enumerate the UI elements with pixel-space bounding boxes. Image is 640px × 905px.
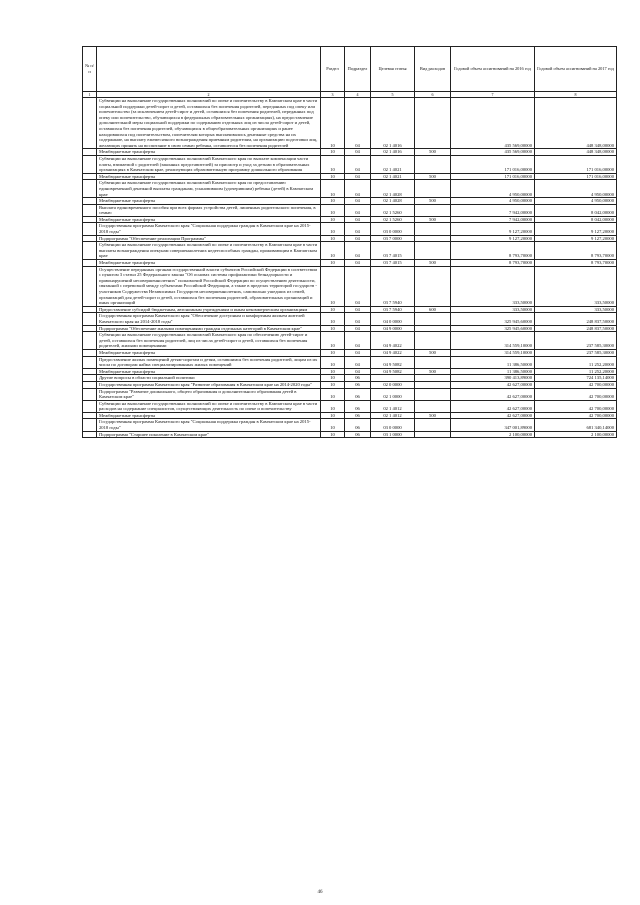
cell-razdel: 10	[321, 216, 345, 223]
cell-num	[83, 242, 97, 260]
cell-target: 02 1 4016	[371, 98, 415, 149]
cell-num	[83, 266, 97, 306]
cell-name: Предоставление жилых помещений детям-сиротам и детям, оставшимся без попечения родителей, лицам из их числа по договорам найма специализированных жилых помещений	[97, 356, 321, 368]
cell-podrazdel: 06	[345, 412, 371, 419]
cell-target: 03 7 4015	[371, 260, 415, 267]
cell-razdel: 10	[321, 412, 345, 419]
header-name	[97, 47, 321, 92]
cell-target: 02 1 5260	[371, 204, 415, 216]
header-podrazdel: Подраздел	[345, 47, 371, 92]
cell-expense-type	[415, 223, 451, 235]
cell-2017: 448 348,00000	[535, 98, 617, 149]
cell-2017: 333,50000	[535, 306, 617, 313]
table-body	[83, 98, 617, 438]
cell-2016: 7 942,00000	[451, 216, 535, 223]
cell-podrazdel: 04	[345, 242, 371, 260]
cell-2016: 347 001,89000	[451, 419, 535, 431]
cell-num	[83, 260, 97, 267]
header-razdel: Раздел	[321, 47, 345, 92]
cell-expense-type	[415, 180, 451, 198]
cell-num	[83, 173, 97, 180]
cell-name: Субвенции на выполнение государственных полномочий по опеке и попечительству в Камчатском крае в части расходов на содержание специалистов, осуществляющих деятельность по опеке и попечительству	[97, 400, 321, 412]
table-row	[83, 155, 617, 173]
column-number: 1	[83, 92, 97, 98]
cell-podrazdel: 06	[345, 388, 371, 400]
cell-podrazdel: 04	[345, 313, 371, 325]
cell-razdel: 10	[321, 381, 345, 388]
cell-2016: 4 950,00000	[451, 180, 535, 198]
cell-target: 04 9 5082	[371, 368, 415, 375]
cell-target: 03 0 0000	[371, 223, 415, 235]
cell-name: Подпрограмма "Развитие дошкольного, общего образования и дополнительного образования детей в Камчатском крае"	[97, 388, 321, 400]
cell-expense-type	[415, 332, 451, 350]
table-row	[83, 431, 617, 438]
budget-page	[82, 46, 616, 438]
cell-name: Подпрограмма "Старшее поколение в Камчатском крае"	[97, 431, 321, 438]
table-row	[83, 368, 617, 375]
cell-target: 04 9 0000	[371, 325, 415, 332]
table-row	[83, 216, 617, 223]
cell-podrazdel: 04	[345, 173, 371, 180]
cell-2017: 4 950,00000	[535, 180, 617, 198]
cell-razdel: 10	[321, 242, 345, 260]
cell-name: Субвенции на выполнение государственных полномочий Камчатского края по предоставлению единовременной денежной выплаты гражданам, усыновившим (удочерившим) ребенка (детей) в Камчатском крае	[97, 180, 321, 198]
cell-target: 04 0 0000	[371, 313, 415, 325]
table-row	[83, 381, 617, 388]
cell-2016: 325 945,60000	[451, 325, 535, 332]
cell-2016: 333,50000	[451, 266, 535, 306]
cell-2017: 9 127,20000	[535, 235, 617, 242]
cell-razdel: 10	[321, 155, 345, 173]
cell-target: 02 1 4012	[371, 412, 415, 419]
cell-expense-type: 500	[415, 216, 451, 223]
cell-target: 03 7 0000	[371, 235, 415, 242]
cell-expense-type	[415, 388, 451, 400]
cell-name: Подпрограмма "Обеспечение жилыми помещениями граждан отдельных категорий в Камчатском крае"	[97, 325, 321, 332]
cell-name: Государственная программа Камчатского края "Развитие образования в Камчатском крае на 2014-2020 годы"	[97, 381, 321, 388]
cell-2016: 314 559,10000	[451, 332, 535, 350]
cell-target: 02 1 4012	[371, 400, 415, 412]
cell-podrazdel: 04	[345, 325, 371, 332]
cell-num	[83, 98, 97, 149]
header-target: Целевая статья	[371, 47, 415, 92]
cell-name: Подпрограмма "Обеспечение реализации Программы"	[97, 235, 321, 242]
cell-expense-type: 500	[415, 368, 451, 375]
cell-expense-type	[415, 431, 451, 438]
cell-2016: 11 386,50000	[451, 356, 535, 368]
cell-num	[83, 419, 97, 431]
cell-name: Государственная программа Камчатского края "Социальная поддержка граждан в Камчатском крае на 2015-2018 годы"	[97, 223, 321, 235]
cell-num	[83, 198, 97, 205]
cell-podrazdel: 04	[345, 266, 371, 306]
cell-razdel: 10	[321, 368, 345, 375]
cell-name: Межбюджетные трансферты	[97, 412, 321, 419]
cell-expense-type	[415, 325, 451, 332]
cell-podrazdel: 04	[345, 180, 371, 198]
cell-podrazdel: 04	[345, 356, 371, 368]
cell-target: 03 7 5940	[371, 266, 415, 306]
cell-razdel: 10	[321, 419, 345, 431]
table-row	[83, 313, 617, 325]
cell-2016: 7 942,00000	[451, 204, 535, 216]
cell-2016: 8 793,70000	[451, 260, 535, 267]
cell-expense-type	[415, 204, 451, 216]
cell-2016: 9 127,20000	[451, 223, 535, 235]
table-row	[83, 235, 617, 242]
cell-num	[83, 155, 97, 173]
cell-podrazdel: 04	[345, 198, 371, 205]
cell-2017: 448 348,00000	[535, 149, 617, 156]
cell-expense-type	[415, 242, 451, 260]
cell-razdel: 10	[321, 198, 345, 205]
cell-num	[83, 332, 97, 350]
cell-target: 02 1 4021	[371, 173, 415, 180]
cell-expense-type	[415, 313, 451, 325]
table-row	[83, 400, 617, 412]
cell-target: 02 1 4028	[371, 180, 415, 198]
cell-2017: 8 042,00000	[535, 204, 617, 216]
cell-2017: 11 252,20000	[535, 368, 617, 375]
cell-expense-type	[415, 375, 451, 382]
header-num: № п/п	[83, 47, 97, 92]
cell-name: Межбюджетные трансферты	[97, 198, 321, 205]
cell-name: Межбюджетные трансферты	[97, 349, 321, 356]
cell-razdel: 10	[321, 356, 345, 368]
cell-target: 04 9 4022	[371, 349, 415, 356]
cell-num	[83, 313, 97, 325]
cell-razdel: 10	[321, 375, 345, 382]
cell-num	[83, 216, 97, 223]
cell-expense-type	[415, 381, 451, 388]
cell-2017: 42 700,00000	[535, 400, 617, 412]
cell-name: Субвенции на выполнение государственных полномочий по опеке и попечительству в Камчатском крае в части социальной поддержки детей-сирот и детей, оставшихся без попечения родителей, переданных под опеку или попечительство (за исключением детей-сирот и детей, оставшихся без попечения родителей, переданных под опеку или попечительство, обучающихся в федеральных образовательных организациях), на предоставление дополнительной меры социальной поддержки по содержанию отдельных лиц из числа детей-сирот и детей, оставшихся без попечения родителей, обучающихся в общеобразовательных организациях и ранее находившихся под попечительством, попечителям которых выплачивались денежные средства на их содержание, на выплату ежемесячного вознаграждения приемным родителям, на организацию подготовки лиц, желающих принять на воспитание в свою семью ребенка, оставшегося без попечения родителей	[97, 98, 321, 149]
column-number: 8	[535, 92, 617, 98]
cell-target: 02 1 4028	[371, 198, 415, 205]
cell-expense-type: 500	[415, 349, 451, 356]
table-row	[83, 260, 617, 267]
header-2016: Годовой объем ассигнований на 2016 год	[451, 47, 535, 92]
cell-2017: 42 700,00000	[535, 381, 617, 388]
cell-razdel: 10	[321, 431, 345, 438]
cell-target: 03 7 5940	[371, 306, 415, 313]
table-row	[83, 325, 617, 332]
cell-num	[83, 349, 97, 356]
budget-table	[82, 46, 617, 438]
cell-razdel: 10	[321, 260, 345, 267]
cell-2016: 325 945,60000	[451, 313, 535, 325]
page-number: 46	[317, 890, 323, 895]
table-row	[83, 375, 617, 382]
cell-target: 02 1 0000	[371, 388, 415, 400]
cell-target: 02 1 5260	[371, 216, 415, 223]
cell-razdel: 10	[321, 266, 345, 306]
cell-expense-type	[415, 356, 451, 368]
column-number: 3	[321, 92, 345, 98]
cell-num	[83, 375, 97, 382]
table-header-row	[83, 47, 617, 92]
cell-podrazdel: 04	[345, 98, 371, 149]
cell-razdel: 10	[321, 325, 345, 332]
cell-2017: 681 340,14000	[535, 419, 617, 431]
cell-expense-type: 500	[415, 198, 451, 205]
cell-2016: 9 127,20000	[451, 235, 535, 242]
cell-podrazdel: 04	[345, 349, 371, 356]
table-row	[83, 266, 617, 306]
cell-num	[83, 400, 97, 412]
cell-2017: 248 837,50000	[535, 313, 617, 325]
cell-2016: 435 569,00000	[451, 98, 535, 149]
cell-2016: 11 386,50000	[451, 368, 535, 375]
cell-2017: 248 837,50000	[535, 325, 617, 332]
cell-expense-type	[415, 155, 451, 173]
cell-2017: 8 793,70000	[535, 260, 617, 267]
table-row	[83, 223, 617, 235]
cell-name: Предоставление субсидий бюджетным, автономным учреждениям и иным некоммерческим организациям	[97, 306, 321, 313]
cell-expense-type: 500	[415, 260, 451, 267]
cell-2017: 8 042,00000	[535, 216, 617, 223]
cell-expense-type	[415, 235, 451, 242]
column-number: 2	[97, 92, 321, 98]
cell-2017: 8 793,70000	[535, 242, 617, 260]
cell-razdel: 10	[321, 98, 345, 149]
cell-podrazdel: 04	[345, 235, 371, 242]
header-expense-type: Вид расходов	[415, 47, 451, 92]
cell-razdel: 10	[321, 313, 345, 325]
table-row	[83, 242, 617, 260]
cell-podrazdel: 06	[345, 400, 371, 412]
cell-name: Межбюджетные трансферты	[97, 173, 321, 180]
cell-expense-type: 500	[415, 412, 451, 419]
cell-podrazdel: 04	[345, 332, 371, 350]
cell-razdel: 10	[321, 235, 345, 242]
cell-podrazdel: 06	[345, 381, 371, 388]
cell-2017: 42 700,00000	[535, 412, 617, 419]
table-row	[83, 173, 617, 180]
table-row	[83, 412, 617, 419]
cell-podrazdel: 04	[345, 216, 371, 223]
table-row	[83, 332, 617, 350]
table-row	[83, 306, 617, 313]
cell-target: 03 1 0000	[371, 431, 415, 438]
cell-2016: 333,50000	[451, 306, 535, 313]
cell-razdel: 10	[321, 388, 345, 400]
cell-razdel: 10	[321, 306, 345, 313]
cell-2016: 435 569,00000	[451, 149, 535, 156]
cell-expense-type	[415, 98, 451, 149]
cell-2016: 42 627,00000	[451, 400, 535, 412]
cell-num	[83, 180, 97, 198]
cell-name: Межбюджетные трансферты	[97, 216, 321, 223]
table-row	[83, 198, 617, 205]
cell-razdel: 10	[321, 400, 345, 412]
cell-name: Другие вопросы в области социальной политики	[97, 375, 321, 382]
cell-2017: 171 016,00000	[535, 155, 617, 173]
cell-num	[83, 235, 97, 242]
cell-target: 02 1 4016	[371, 149, 415, 156]
cell-name: Субвенции на выполнение государственных полномочий Камчатского края по выплате компенсации части платы, взимаемой с родителей (законных представителей) за присмотр и уход за детьми в образовательных организациях в Камчатском крае, реализующих образовательную программу дошкольного образования	[97, 155, 321, 173]
cell-name: Межбюджетные трансферты	[97, 368, 321, 375]
cell-target: 04 9 4022	[371, 332, 415, 350]
cell-razdel: 10	[321, 149, 345, 156]
cell-2017: 11 252,20000	[535, 356, 617, 368]
cell-2017: 237 585,30000	[535, 332, 617, 350]
cell-num	[83, 388, 97, 400]
table-row	[83, 204, 617, 216]
cell-num	[83, 412, 97, 419]
cell-2016: 390 413,89000	[451, 375, 535, 382]
cell-razdel: 10	[321, 204, 345, 216]
cell-razdel: 10	[321, 180, 345, 198]
cell-num	[83, 149, 97, 156]
column-number: 4	[345, 92, 371, 98]
cell-target: 03 0 0000	[371, 419, 415, 431]
cell-podrazdel: 04	[345, 306, 371, 313]
cell-podrazdel: 06	[345, 375, 371, 382]
cell-2017: 333,50000	[535, 266, 617, 306]
cell-2017: 42 700,00000	[535, 388, 617, 400]
column-number: 5	[371, 92, 415, 98]
cell-podrazdel: 06	[345, 431, 371, 438]
cell-num	[83, 223, 97, 235]
cell-2016: 4 950,00000	[451, 198, 535, 205]
column-number: 7	[451, 92, 535, 98]
cell-razdel: 10	[321, 173, 345, 180]
cell-2016: 171 016,00000	[451, 155, 535, 173]
cell-razdel: 10	[321, 223, 345, 235]
cell-2017: 171 016,00000	[535, 173, 617, 180]
cell-podrazdel: 04	[345, 260, 371, 267]
cell-target: 03 7 4015	[371, 242, 415, 260]
cell-2016: 314 559,10000	[451, 349, 535, 356]
cell-num	[83, 381, 97, 388]
cell-podrazdel: 06	[345, 419, 371, 431]
cell-podrazdel: 04	[345, 155, 371, 173]
cell-name: Субвенции на выполнение государственных полномочий Камчатского края по обеспечению детей-сирот и детей, оставшихся без попечения родителей, лиц из числа детей-сирот и детей, оставшихся без попечения родителей, жилыми помещениями	[97, 332, 321, 350]
cell-name: Выплата единовременного пособия при всех формах устройства детей, лишенных родительского попечения, в семью	[97, 204, 321, 216]
cell-expense-type: 500	[415, 173, 451, 180]
cell-expense-type: 600	[415, 306, 451, 313]
cell-name: Межбюджетные трансферты	[97, 260, 321, 267]
cell-razdel: 10	[321, 349, 345, 356]
cell-name: Межбюджетные трансферты	[97, 149, 321, 156]
cell-target: 04 9 5082	[371, 356, 415, 368]
table-row	[83, 419, 617, 431]
cell-num	[83, 204, 97, 216]
table-row	[83, 356, 617, 368]
cell-target: 02 1 4021	[371, 155, 415, 173]
cell-podrazdel: 04	[345, 204, 371, 216]
cell-name: Субвенции на выполнение государственных полномочий по опеке и попечительству в Камчатском крае в части выплаты вознаграждения опекунам совершеннолетних недееспособных граждан, проживающим в Камчатском крае	[97, 242, 321, 260]
cell-2017: 237 585,30000	[535, 349, 617, 356]
table-row	[83, 349, 617, 356]
cell-num	[83, 306, 97, 313]
cell-target	[371, 375, 415, 382]
cell-name: Государственная программа Камчатского края "Обеспечение доступным и комфортным жильем жителей Камчатского края на 2014-2018 годы"	[97, 313, 321, 325]
cell-2017: 724 135,14000	[535, 375, 617, 382]
cell-2017: 4 950,00000	[535, 198, 617, 205]
cell-expense-type	[415, 400, 451, 412]
cell-2017: 9 127,20000	[535, 223, 617, 235]
cell-razdel: 10	[321, 332, 345, 350]
cell-2017: 2 100,00000	[535, 431, 617, 438]
cell-num	[83, 356, 97, 368]
cell-2016: 8 793,70000	[451, 242, 535, 260]
cell-expense-type: 500	[415, 149, 451, 156]
cell-2016: 42 627,00000	[451, 381, 535, 388]
cell-num	[83, 431, 97, 438]
cell-target: 02 0 0000	[371, 381, 415, 388]
cell-expense-type	[415, 266, 451, 306]
cell-name: Осуществление переданных органам государственной власти субъектов Российской Федерации в соответствии с пунктом 3 статьи 25 Федерального закона "Об основах системы профилактики безнадзорности и правонарушений несовершеннолетних" полномочий Российской Федерации по осуществлению деятельности, связанной с перевозкой между субъектами Российской Федерации, а также в пределах территорий государств - участников Содружества Независимых Государств несовершеннолетних, самовольно ушедших из семей, организаций для детей-сирот и детей, оставшихся без попечения родителей, образовательных организаций и иных организаций	[97, 266, 321, 306]
table-row	[83, 98, 617, 149]
cell-num	[83, 325, 97, 332]
cell-2016: 171 016,00000	[451, 173, 535, 180]
table-row	[83, 388, 617, 400]
column-number: 6	[415, 92, 451, 98]
cell-expense-type	[415, 419, 451, 431]
table-row	[83, 149, 617, 156]
cell-podrazdel: 04	[345, 368, 371, 375]
cell-num	[83, 368, 97, 375]
cell-podrazdel: 04	[345, 149, 371, 156]
table-row	[83, 180, 617, 198]
cell-2016: 42 627,00000	[451, 388, 535, 400]
cell-2016: 42 627,00000	[451, 412, 535, 419]
cell-name: Государственная программа Камчатского края "Социальная поддержка граждан в Камчатском крае на 2015-2018 годы"	[97, 419, 321, 431]
header-2017: Годовой объем ассигнований на 2017 год	[535, 47, 617, 92]
cell-2016: 2 100,00000	[451, 431, 535, 438]
cell-podrazdel: 04	[345, 223, 371, 235]
